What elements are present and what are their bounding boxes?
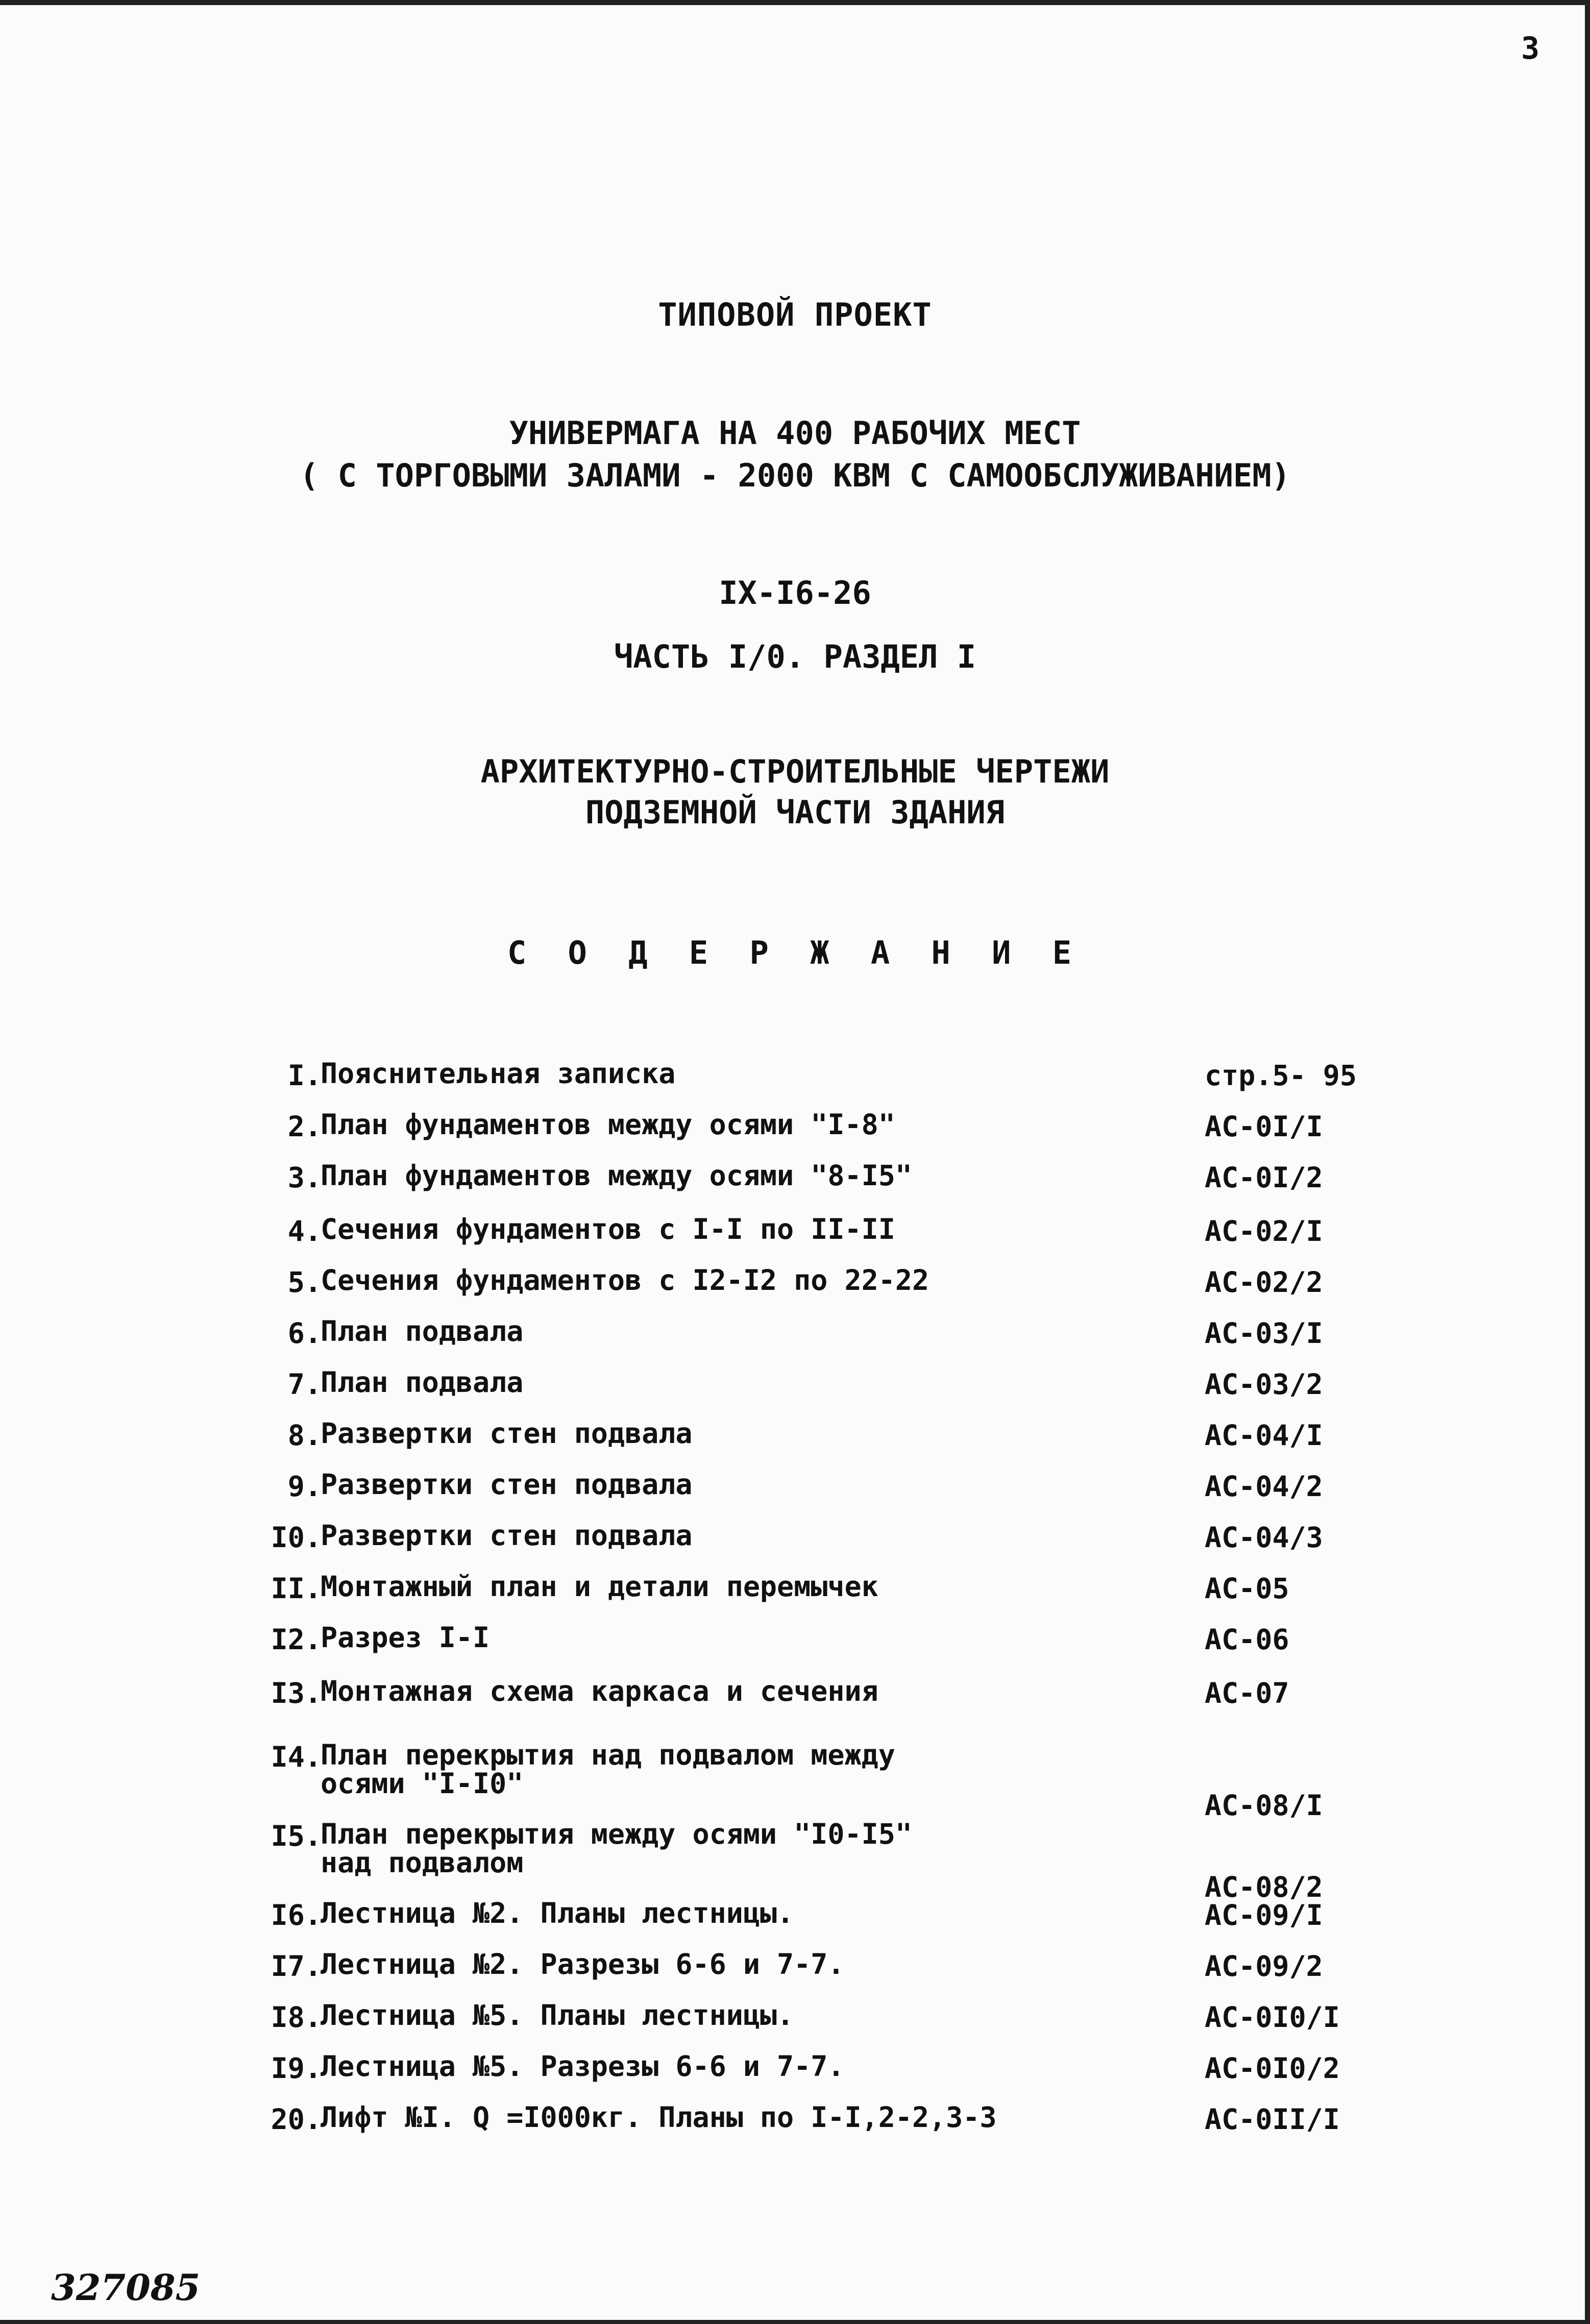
toc-item-title-line1: Лестница №2. Планы лестницы. <box>321 1897 794 1929</box>
toc-item-title <box>321 1623 490 1652</box>
toc-item-sheet-code: АС-08/2 <box>1205 1871 1323 1903</box>
toc-item-number: I5. <box>271 1820 322 1852</box>
toc-item-title <box>321 1572 878 1601</box>
toc-item-title-line1: Лестница №5. Разрезы 6-6 и 7-7. <box>321 2050 845 2083</box>
toc-item-sheet-code: стр.5- 95 <box>1205 1059 1357 1092</box>
toc-item-sheet-code: АС-09/I <box>1205 1899 1323 1931</box>
toc-item-title <box>321 1950 845 1978</box>
toc-item-sheet-code: АС-04/3 <box>1205 1521 1323 1554</box>
toc-item-sheet-code: АС-04/2 <box>1205 1470 1323 1503</box>
toc-item-sheet-code: АС-07 <box>1205 1677 1289 1709</box>
toc-item-sheet-code: АС-09/2 <box>1205 1950 1323 1983</box>
toc-item-title-line1: Сечения фундаментов с I-I по II-II <box>321 1213 895 1245</box>
toc-item-title <box>321 1999 794 2032</box>
toc-item-number: I0. <box>271 1521 322 1554</box>
toc-item-number: I4. <box>271 1741 322 1773</box>
toc-item-title <box>321 1110 895 1139</box>
toc-item-number: 4. <box>287 1215 322 1247</box>
toc-item-sheet-code: АС-06 <box>1205 1623 1289 1656</box>
toc-item-title <box>321 1368 523 1397</box>
toc-item-title-line1: План подвала <box>321 1366 524 1399</box>
project-type: ТИПОВОЙ ПРОЕКТ <box>658 296 932 333</box>
project-code: IX-I6-26 <box>719 574 871 611</box>
toc-item-number: 8. <box>287 1419 322 1452</box>
toc-item-number: I2. <box>271 1623 322 1656</box>
toc-item-title <box>321 1059 675 1088</box>
toc-item-sheet-code: АС-02/I <box>1205 1215 1323 1247</box>
toc-item-number: I7. <box>271 1950 322 1983</box>
toc-item-number: II. <box>271 1572 322 1605</box>
toc-item-title <box>321 1899 794 1927</box>
toc-item-sheet-code: АС-0I0/I <box>1205 2001 1340 2034</box>
toc-item-title <box>321 1266 929 1294</box>
toc-item-title-line1: Развертки стен подвала <box>321 1519 693 1552</box>
toc-item-title-line1: План перекрытия между осями "I0-I5" <box>321 1818 912 1850</box>
toc-item-title-line1: Разрез I-I <box>321 1621 490 1654</box>
toc-item-sheet-code: АС-0I/I <box>1205 1110 1323 1143</box>
contents-heading: С О Д Е Р Ж А Н И Е <box>507 934 1083 971</box>
page-border-right <box>1585 0 1590 2324</box>
part-section: ЧАСТЬ I/0. РАЗДЕЛ I <box>614 638 976 675</box>
toc-item-sheet-code: АС-03/2 <box>1205 1368 1323 1401</box>
toc-item-title-line1: Сечения фундаментов с I2-I2 по 22-22 <box>321 1264 929 1296</box>
toc-item-number: 20. <box>271 2103 322 2136</box>
toc-item-title-line1: План перекрытия над подвалом между <box>321 1739 895 1771</box>
toc-item-number: 2. <box>287 1110 322 1143</box>
toc-item-number: I3. <box>271 1677 322 1709</box>
toc-item-title-line1: Монтажный план и детали перемычек <box>321 1570 878 1603</box>
toc-item-title-line1: Развертки стен подвала <box>321 1417 693 1450</box>
page-border-bottom <box>0 2320 1590 2324</box>
toc-item-sheet-code: АС-02/2 <box>1205 1266 1323 1299</box>
toc-item-title <box>321 1161 912 1190</box>
toc-item-title-line1: Монтажная схема каркаса и сечения <box>321 1675 878 1707</box>
page-number: 3 <box>1521 31 1540 66</box>
toc-item-title-line1: Пояснительная записка <box>321 1057 676 1090</box>
toc-item-number: 5. <box>287 1266 322 1299</box>
toc-item-number: 7. <box>287 1368 322 1401</box>
toc-item-number: I6. <box>271 1899 322 1931</box>
inventory-number: 327085 <box>51 2266 201 2309</box>
toc-item-number: 6. <box>287 1317 322 1350</box>
object-title-line1: УНИВЕРМАГА НА 400 РАБОЧИХ МЕСТ <box>509 414 1081 452</box>
toc-item-title-line1: План фундаментов между осями "8-I5" <box>321 1159 912 1192</box>
toc-item-sheet-code: АС-0I0/2 <box>1205 2052 1340 2085</box>
toc-item-title <box>321 2052 845 2081</box>
toc-item-sheet-code: АС-0I/2 <box>1205 1161 1323 1194</box>
toc-item-title-line1: План подвала <box>321 1315 524 1348</box>
toc-item-title <box>321 1470 692 1499</box>
toc-item-title-line1: Лестница №5. Планы лестницы. <box>321 1999 794 2032</box>
toc-item-title <box>321 1215 895 1243</box>
toc-item-title <box>321 1317 523 1346</box>
toc-item-title <box>321 2103 997 2132</box>
toc-item-title <box>321 1741 895 1798</box>
toc-item-number: I8. <box>271 2001 322 2034</box>
toc-item-title-line1: Лестница №2. Разрезы 6-6 и 7-7. <box>321 1948 845 1980</box>
toc-item-number: I. <box>287 1059 322 1092</box>
toc-item-title-line2: осями "I-I0" <box>321 1767 524 1800</box>
toc-item-title <box>321 1419 692 1448</box>
toc-item-sheet-code: АС-0II/I <box>1205 2103 1340 2136</box>
toc-item-sheet-code: АС-03/I <box>1205 1317 1323 1350</box>
toc-item-title-line1: Лифт №I. Q =I000кг. Планы по I-I,2-2,3-3 <box>321 2101 997 2134</box>
toc-item-number: 3. <box>287 1161 322 1194</box>
object-title-line2: ( С ТОРГОВЫМИ ЗАЛАМИ - 2000 КВМ С САМООБСЛУЖИВАНИЕМ) <box>299 457 1290 494</box>
toc-item-title <box>321 1820 912 1877</box>
page-border-top <box>0 0 1590 5</box>
toc-item-title-line2: над подвалом <box>321 1846 524 1879</box>
toc-item-title-line1: План фундаментов между осями "I-8" <box>321 1108 895 1141</box>
toc-item-sheet-code: АС-05 <box>1205 1572 1289 1605</box>
toc-item-sheet-code: АС-04/I <box>1205 1419 1323 1452</box>
toc-item-number: I9. <box>271 2052 322 2085</box>
toc-item-sheet-code: АС-08/I <box>1205 1789 1323 1822</box>
section-title-line2: ПОДЗЕМНОЙ ЧАСТИ ЗДАНИЯ <box>585 794 1005 831</box>
toc-item-title-line1: Развертки стен подвала <box>321 1468 693 1501</box>
section-title-line1: АРХИТЕКТУРНО-СТРОИТЕЛЬНЫЕ ЧЕРТЕЖИ <box>480 753 1110 790</box>
toc-item-title <box>321 1677 878 1705</box>
toc-item-number: 9. <box>287 1470 322 1503</box>
toc-item-title <box>321 1521 692 1550</box>
